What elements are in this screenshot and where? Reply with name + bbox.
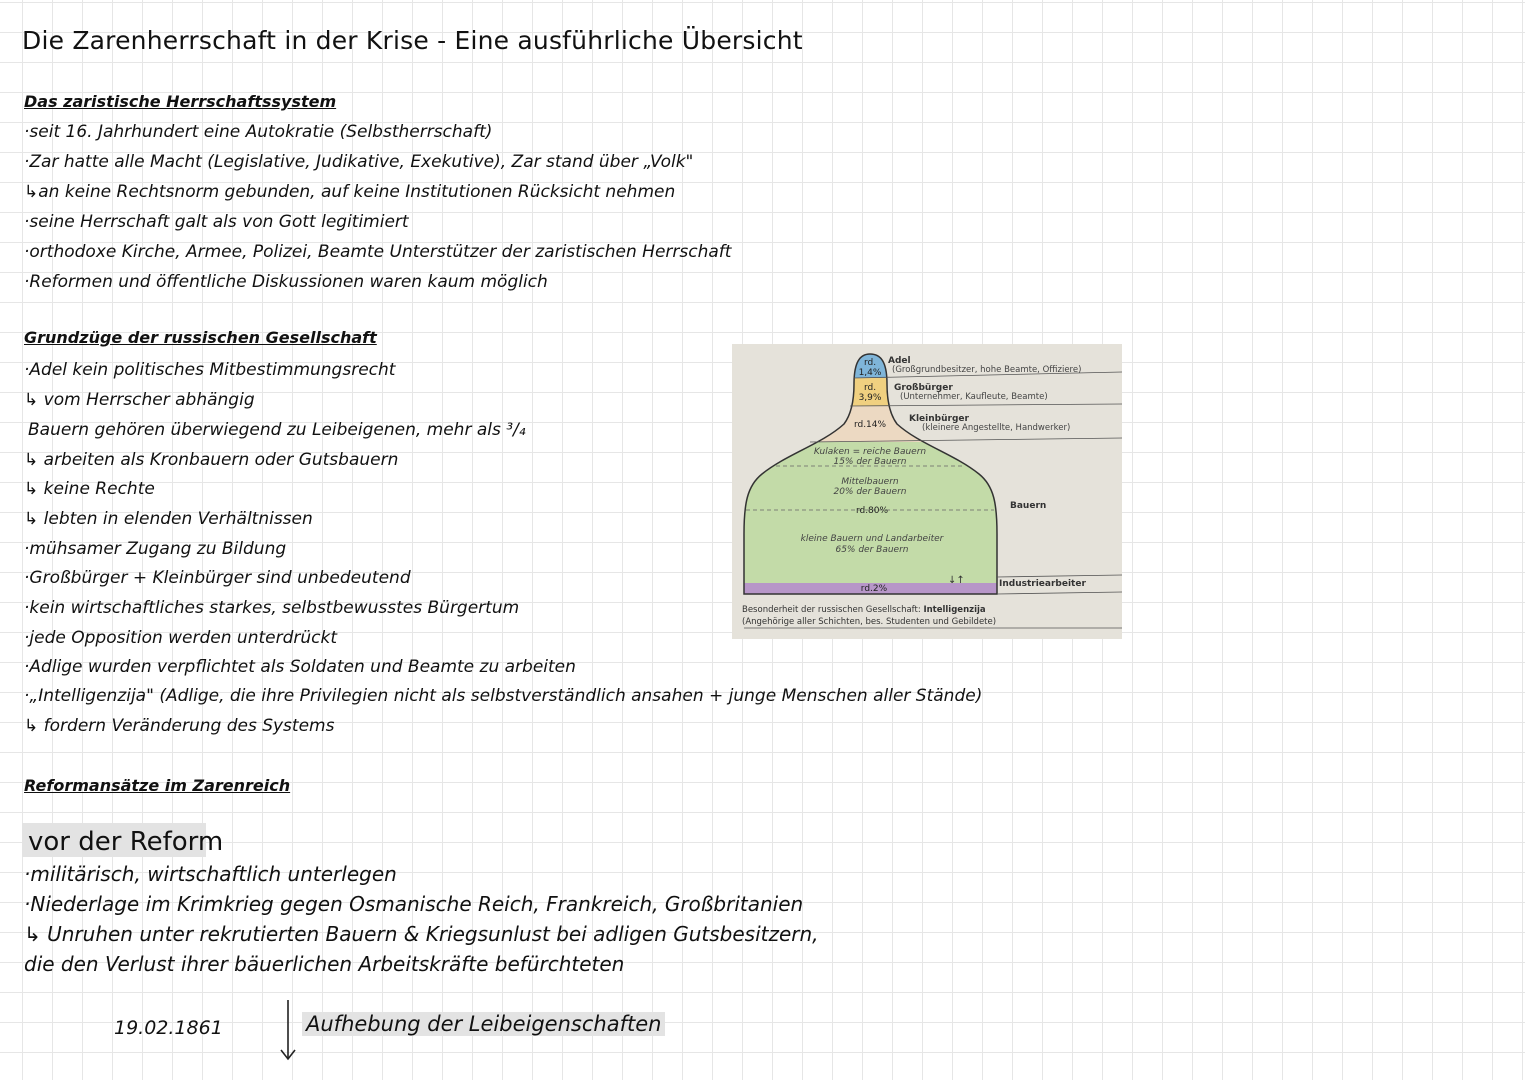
arbeiter-label: Industriearbeiter — [999, 579, 1086, 589]
note-line: ·militärisch, wirtschaftlich unterlegen — [24, 862, 397, 886]
note-line: ↳an keine Rechtsnorm gebunden, auf keine Institutionen Rücksicht nehmen — [24, 182, 676, 202]
gross-label: Großbürger — [894, 383, 953, 393]
arbeiter-pct: rd.2% — [860, 584, 888, 594]
note-line: ·seit 16. Jahrhundert eine Autokratie (Selbstherrschaft) — [24, 122, 493, 142]
kleine-pct: 65% der Bauern — [835, 545, 909, 555]
note-line: ·Adlige wurden verpflichtet als Soldaten und Beamte zu arbeiten — [24, 657, 576, 677]
down-arrow-icon — [278, 998, 298, 1062]
arrows-icon: ↓↑ — [948, 575, 965, 586]
bauern-label: Bauern — [1010, 501, 1047, 511]
note-line: ↳ keine Rechte — [24, 479, 155, 499]
mittel-label: Mittelbauern — [841, 477, 899, 487]
adel-label: Adel — [888, 356, 911, 366]
mittel-pct: 20% der Bauern — [833, 487, 907, 497]
bauern-pct: rd.80% — [855, 506, 889, 516]
note-line: ·Reformen und öffentliche Diskussionen waren kaum möglich — [24, 272, 548, 292]
note-line: ·orthodoxe Kirche, Armee, Polizei, Beamte Unterstützer der zaristischen Herrschaft — [24, 242, 732, 262]
kleine-label: kleine Bauern und Landarbeiter — [800, 534, 944, 544]
note-line: ·Zar hatte alle Macht (Legislative, Judikative, Exekutive), Zar stand über „Volk" — [24, 152, 694, 172]
note-line: ·Niederlage im Krimkrieg gegen Osmanische Reich, Frankreich, Großbritanien — [24, 892, 804, 916]
figure-note-2: (Angehörige aller Schichten, bes. Studenten und Gebildete) — [742, 617, 997, 627]
vor-der-reform-label: vor der Reform — [22, 823, 206, 857]
note-line: ·seine Herrschaft galt als von Gott legitimiert — [24, 212, 409, 232]
society-pyramid-figure — [732, 344, 1122, 639]
page-title: Die Zarenherrschaft in der Krise - Eine ausführliche Übersicht — [22, 26, 803, 55]
kulaken-pct: 15% der Bauern — [833, 457, 907, 467]
figure-note-1: Besonderheit der russischen Gesellschaft: Intelligenzija — [742, 605, 986, 615]
note-line: ·mühsamer Zugang zu Bildung — [24, 539, 287, 559]
reform-date: 19.02.1861 — [114, 1017, 223, 1039]
note-line: ·Großbürger + Kleinbürger sind unbedeutend — [24, 568, 411, 588]
note-line: ↳ fordern Veränderung des Systems — [24, 716, 335, 736]
adel-sub: (Großgrundbesitzer, hohe Beamte, Offiziere) — [892, 365, 1082, 375]
gross-sub: (Unternehmer, Kaufleute, Beamte) — [900, 392, 1048, 402]
reform-event: Aufhebung der Leibeigenschaften — [302, 1012, 665, 1036]
section-heading-reformansaetze: Reformansätze im Zarenreich — [24, 776, 291, 795]
note-line: ·„Intelligenzija" (Adlige, die ihre Privilegien nicht als selbstverständlich ansahen + junge Menschen aller Stände) — [24, 686, 983, 706]
klein-label: Kleinbürger — [909, 414, 969, 424]
note-line: ↳ vom Herrscher abhängig — [24, 390, 255, 410]
note-line: ·jede Opposition werden unterdrückt — [24, 628, 338, 648]
gross-pct: rd. — [863, 383, 877, 393]
note-line: ↳ Unruhen unter rekrutierten Bauern & Kriegsunlust bei adligen Gutsbesitzern, — [24, 922, 819, 946]
note-line: die den Verlust ihrer bäuerlichen Arbeitskräfte befürchteten — [24, 952, 625, 976]
section-heading-herrschaftssystem: Das zaristische Herrschaftssystem — [24, 92, 337, 111]
note-line: ·Adel kein politisches Mitbestimmungsrecht — [24, 360, 396, 380]
klein-pct: rd.14% — [853, 420, 887, 430]
adel-pct-value: 1,4% — [858, 368, 882, 378]
adel-pct: rd. — [863, 358, 877, 368]
note-line: ↳ lebten in elenden Verhältnissen — [24, 509, 313, 529]
section-heading-gesellschaft: Grundzüge der russischen Gesellschaft — [24, 328, 377, 347]
note-line: ↳ arbeiten als Kronbauern oder Gutsbauern — [24, 450, 399, 470]
note-line: Bauern gehören überwiegend zu Leibeigenen, mehr als ³/₄ — [28, 420, 526, 440]
klein-sub: (kleinere Angestellte, Handwerker) — [922, 423, 1071, 433]
kulaken-label: Kulaken = reiche Bauern — [813, 447, 927, 457]
note-line: ·kein wirtschaftliches starkes, selbstbewusstes Bürgertum — [24, 598, 520, 618]
gross-pct-value: 3,9% — [858, 393, 882, 403]
